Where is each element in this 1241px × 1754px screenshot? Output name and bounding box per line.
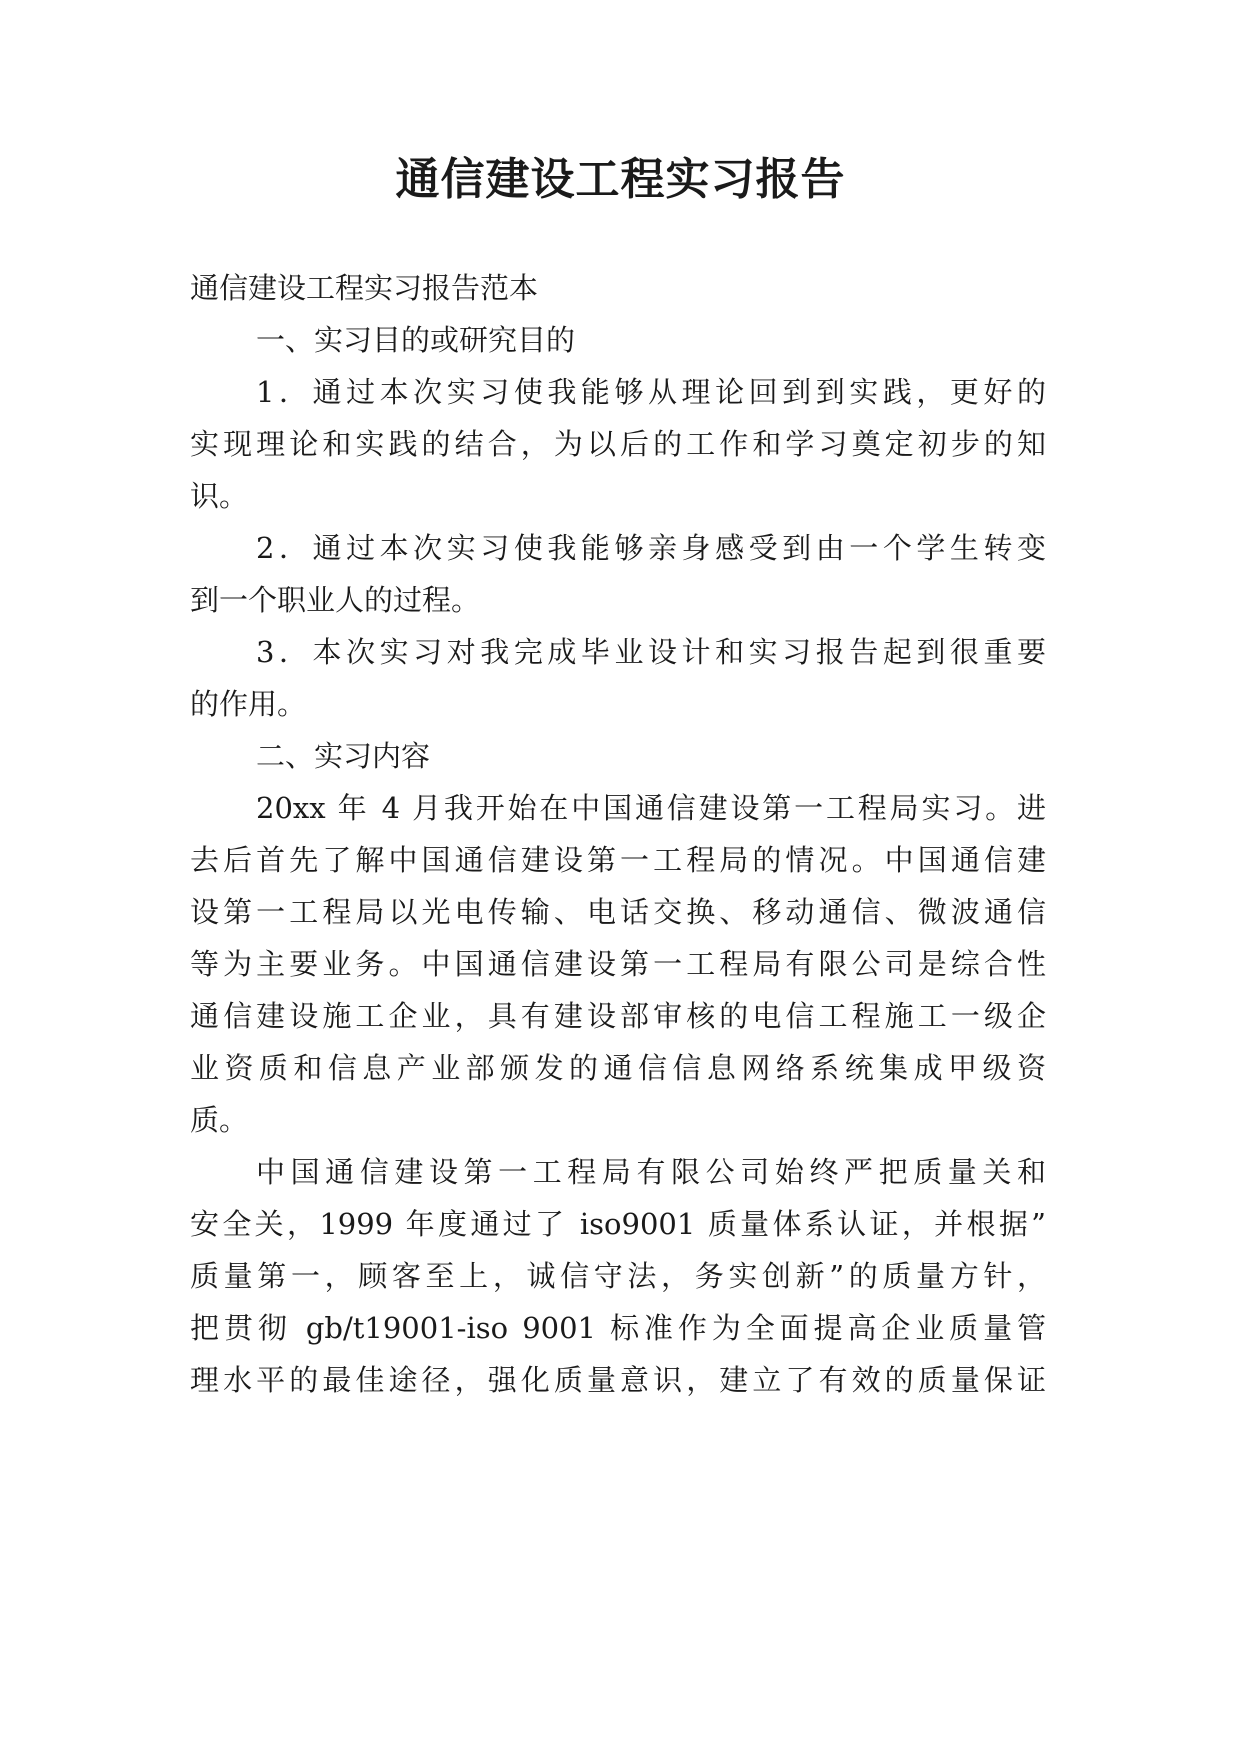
paragraph-line: 中国通信建设第一工程局有限公司始终严把质量关和	[256, 1155, 1046, 1189]
paragraph-line: 去后首先了解中国通信建设第一工程局的情况。中国通信建	[190, 843, 1046, 877]
paragraph-line: 设第一工程局以光电传输、电话交换、移动通信、微波通信	[190, 895, 1046, 929]
paragraph-line: 理水平的最佳途径，强化质量意识，建立了有效的质量保证	[190, 1363, 1046, 1397]
section-heading-1: 一、实习目的或研究目的	[256, 323, 576, 357]
paragraph-line: 质。	[190, 1103, 249, 1137]
paragraph-line: 安全关，1999 年度通过了 iso9001 质量体系认证，并根据”	[190, 1207, 1046, 1241]
paragraph-line: 质量第一，顾客至上，诚信守法，务实创新”的质量方针，	[190, 1259, 1046, 1293]
paragraph-line: 1．通过本次实习使我能够从理论回到到实践，更好的	[256, 375, 1046, 409]
paragraph-line: 的作用。	[190, 687, 307, 721]
paragraph-line: 20xx 年 4 月我开始在中国通信建设第一工程局实习。进	[256, 791, 1046, 825]
paragraph-line: 识。	[190, 479, 249, 513]
paragraph-line: 把贯彻 gb/t19001-iso 9001 标准作为全面提高企业质量管	[190, 1311, 1046, 1345]
paragraph-line: 等为主要业务。中国通信建设第一工程局有限公司是综合性	[190, 947, 1046, 981]
paragraph-line: 2．通过本次实习使我能够亲身感受到由一个学生转变	[256, 531, 1046, 565]
paragraph-line: 通信建设施工企业，具有建设部审核的电信工程施工一级企	[190, 999, 1046, 1033]
subtitle-line: 通信建设工程实习报告范本	[190, 271, 539, 305]
paragraph-line: 业资质和信息产业部颁发的通信信息网络系统集成甲级资	[190, 1051, 1046, 1085]
paragraph-line: 3．本次实习对我完成毕业设计和实习报告起到很重要	[256, 635, 1046, 669]
paragraph-line: 到一个职业人的过程。	[190, 583, 481, 617]
page-title: 通信建设工程实习报告	[395, 154, 846, 205]
paragraph-line: 实现理论和实践的结合，为以后的工作和学习奠定初步的知	[190, 427, 1046, 461]
section-heading-2: 二、实习内容	[256, 739, 431, 773]
